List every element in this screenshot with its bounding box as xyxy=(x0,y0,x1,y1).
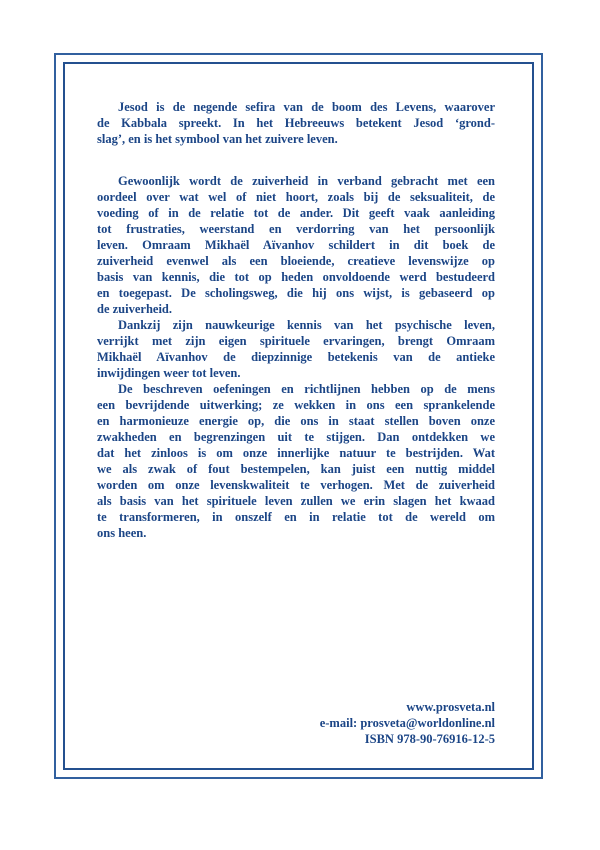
text-line: Jesod is de negende sefira van de boom des Levens, waarover xyxy=(118,100,495,114)
paragraph xyxy=(97,99,495,147)
text-line: worden om onze levenskwaliteit te verhogen. Met de zuiverheid xyxy=(97,478,495,492)
paragraph xyxy=(97,381,495,541)
text-line: als basis van het spirituele leven zullen we erin slagen het kwaad xyxy=(97,494,495,508)
text-line: oordeel over wat wel of niet hoort, zoals bij de seksualiteit, de xyxy=(97,190,495,204)
text-line: een bevrijdende uitwerking; ze wekken in ons een sprankelende xyxy=(97,398,495,412)
text-line: Dankzij zijn nauwkeurige kennis van het psychische leven, xyxy=(118,318,495,332)
text-line: de zuiverheid. xyxy=(97,302,172,316)
text-line: Gewoonlijk wordt de zuiverheid in verband gebracht met een xyxy=(118,174,495,188)
text-line: te transformeren, in onszelf en in relatie tot de wereld om xyxy=(97,510,495,524)
paragraph xyxy=(97,173,495,317)
paragraph xyxy=(97,317,495,381)
text-line: inwijdingen weer tot leven. xyxy=(97,366,241,380)
text-line: tot frustraties, weerstand en verdorring van het persoonlijk xyxy=(97,222,495,236)
text-line: Mikhaël Aïvanhov de diepzinnige betekenis van de antieke xyxy=(97,350,495,364)
publisher-website: www.prosveta.nl xyxy=(406,700,495,714)
text-line: we als zwak of fout bestempelen, kan juist een nuttig middel xyxy=(97,462,495,476)
text-line: dat het zinloos is om onze innerlijke natuur te bestrijden. Wat xyxy=(97,446,495,460)
text-line: basis van kennis, die tot op heden onvoldoende werd bestudeerd xyxy=(97,270,495,284)
text-line: leven. Omraam Mikhaël Aïvanhov schildert in dit boek de xyxy=(97,238,495,252)
text-line: en toegepast. De scholingsweg, die hij ons wijst, is gebaseerd op xyxy=(97,286,495,300)
text-line: en harmonieuze energie op, die ons in staat stellen boven onze xyxy=(97,414,495,428)
text-line: zuiverheid evenwel als een bloeiende, creatieve levenswijze op xyxy=(97,254,495,268)
text-line: slag’, en is het symbool van het zuivere leven. xyxy=(97,132,338,146)
text-line: de Kabbala spreekt. In het Hebreeuws betekent Jesod ‘grond- xyxy=(97,116,495,130)
text-line: ons heen. xyxy=(97,526,147,540)
publisher-email: e-mail: prosveta@worldonline.nl xyxy=(319,716,495,730)
blurb-text-block xyxy=(97,99,495,541)
text-line: voeding of in de relatie tot de ander. Dit geeft vaak aanleiding xyxy=(97,206,495,220)
isbn-number: ISBN 978-90-76916-12-5 xyxy=(364,732,495,746)
text-line: zwakheden en begrenzingen uit te stijgen. Dan ontdekken we xyxy=(97,430,495,444)
text-line: De beschreven oefeningen en richtlijnen hebben op de mens xyxy=(118,382,495,396)
text-line: verrijkt met zijn eigen spirituele ervaringen, brengt Omraam xyxy=(97,334,495,348)
publisher-info-block xyxy=(97,699,495,747)
